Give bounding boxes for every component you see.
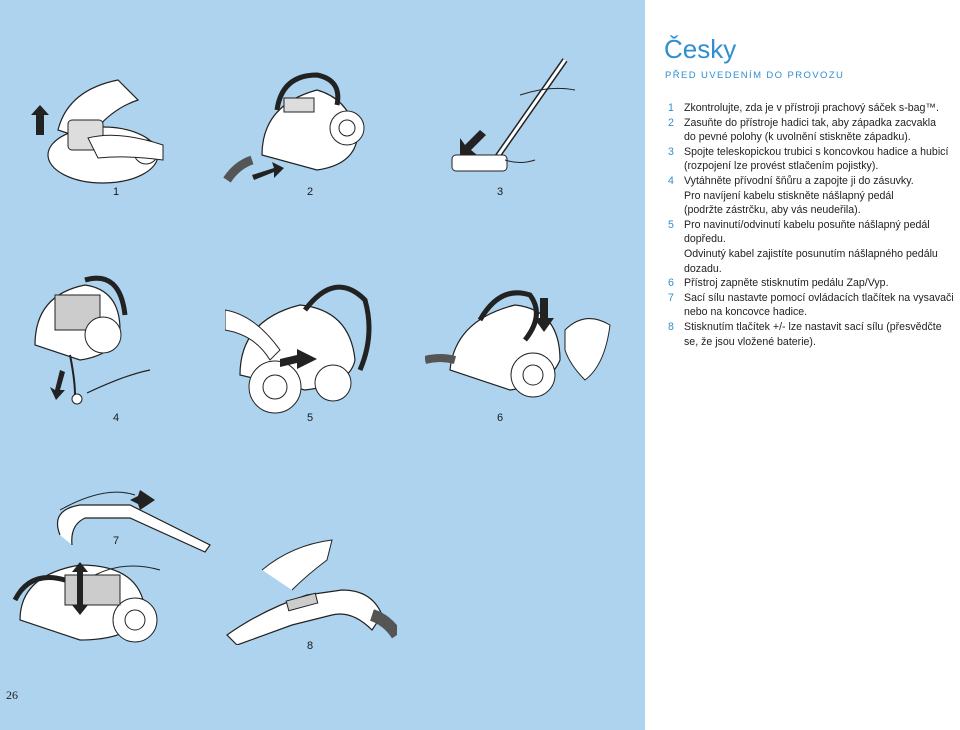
step-number: 4 [113,412,120,424]
instruction-number: 5 [668,218,674,231]
suction-control-icon [10,480,215,650]
cord-rewind-pedal-icon [225,275,375,420]
step-number: 8 [307,640,314,652]
step-number: 1 [113,186,120,198]
instruction-text: Sací sílu nastavte pomocí ovládacích tlačítek na vysavači [684,291,954,304]
instruction-text: dopředu. [684,233,726,246]
vacuum-insert-hose-icon [222,70,372,190]
page-number: 26 [6,688,18,702]
instruction-step [668,145,958,174]
instruction-step [668,116,958,145]
instruction-number: 4 [668,174,674,187]
instruction-number: 6 [668,277,674,290]
telescopic-tube-nozzle-icon [440,55,580,195]
instruction-number: 3 [668,145,674,158]
instruction-number: 7 [668,291,674,304]
instruction-step [668,320,958,349]
instruction-text: Odvinutý kabel zajistíte posunutím nášlapného pedálu [684,247,938,260]
instruction-text: se, že jsou vložené baterie). [684,335,816,348]
instruction-text: (podržte zástrčku, aby vás neudeřila). [684,204,861,217]
instruction-number: 2 [668,116,674,129]
step-number: 6 [497,412,504,424]
instruction-step [668,291,958,320]
instruction-text: dozadu. [684,262,722,275]
instruction-text: nebo na koncovce hadice. [684,306,808,319]
instruction-number: 8 [668,320,674,333]
instruction-text: Zasuňte do přístroje hadici tak, aby západka zacvakla [684,116,937,129]
instruction-text: Pro navinutí/odvinutí kabelu posuňte nášlapný pedál [684,218,930,231]
step-number: 3 [497,186,504,198]
instruction-list [668,101,958,349]
instruction-step [668,174,958,218]
instruction-text: Spojte teleskopickou trubici s koncovkou hadice a hubicí [684,145,949,158]
instruction-text: Zkontrolujte, zda je v přístroji prachový sáček s-bag™. [684,102,939,114]
page-title: Česky [664,34,737,64]
pull-power-cord-icon [25,275,160,410]
hose-handle-control-icon [222,535,397,645]
step-number: 5 [307,412,314,424]
instruction-step [668,101,958,116]
instruction-text: (rozpojení lze provést stlačením pojistky). [684,160,879,173]
instruction-text: Stisknutím tlačítek +/- lze nastavit sací sílu (přesvědčte [684,320,942,333]
vacuum-open-lid-icon [28,60,168,190]
instruction-step [668,276,958,291]
step-number: 2 [307,186,314,198]
instruction-step [668,218,958,276]
instruction-number: 1 [668,102,674,114]
on-off-pedal-icon [425,290,615,410]
instruction-text: do pevné polohy (k uvolnění stiskněte západku). [684,131,911,144]
instruction-text: Přístroj zapněte stisknutím pedálu Zap/Vyp. [684,277,889,290]
step-number: 7 [113,535,120,547]
instruction-text: Vytáhněte přívodní šňůru a zapojte ji do zásuvky. [684,174,914,187]
instruction-text: Pro navíjení kabelu stiskněte nášlapný pedál [684,189,894,202]
section-subtitle: PŘED UVEDENÍM DO PROVOZU [665,70,845,81]
